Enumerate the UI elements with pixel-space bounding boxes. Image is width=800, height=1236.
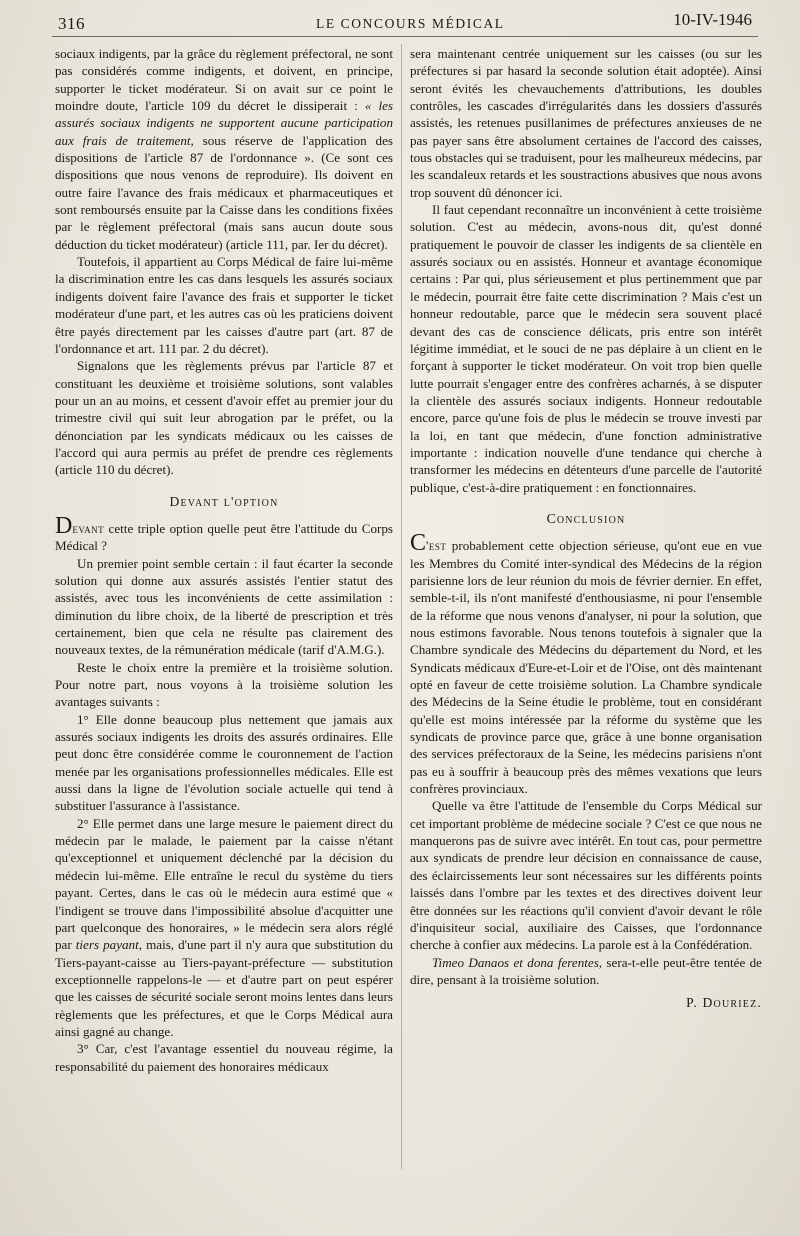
- issue-date: 10-IV-1946: [673, 10, 752, 29]
- paragraph: Quelle va être l'attitude de l'ensemble du Corps Médical sur cet important problème de médecine sociale ? C'est ce que nous ne manquerons pas de suivre avec intérêt. En tout cas, pour permettre aux syndicats de prendre leur décision en connaissance de cause, des éclaircissements leur sont nécessaires sur les différents points laissés dans l'ombre par les textes et des directives doivent leur être données sur les réactions qu'il convient d'avoir devant le rôle d'inquisiteur social, auxiliaire des Caisses, que l'ordonnance cherche à confier aux médecins. La parole est à la Confédération.: [410, 798, 762, 953]
- page-number: 316: [58, 14, 85, 33]
- paragraph: Toutefois, il appartient au Corps Médical de faire lui-même la discrimination entre les cas dans lesquels les assurés sociaux indigents doivent faire l'avance des frais et supporter le ticket modérateur d'une part, et les autres cas où les praticiens doivent être payés directement par les caisses d'autre part (art. 87 de l'ordonnance et art. 111 par. 2 du décret).: [55, 254, 393, 356]
- paragraph-dropcap: C'est probablement cette objection sérieuse, qu'ont eue en vue les Membres du Comité inter-syndical des Médecins de la région parisienne lors de leur réunion du mois de février dernier. En effet, semble-t-il, ils n'ont manifesté d'enthousiasme, ni pour l'ensemble de la réforme que nous venons d'analyser, ni pour la solution, que nous estimons favorable. Nous tenons toutefois à signaler que la Chambre syndicale des Médecins du département du Nord, et les Syndicats médicaux d'Eure-et-Loir et de l'Oise, ont dès maintenant opté en faveur de cette troisième solution. La Chambre syndicale des Médecins de la Seine étudie le problème, tout en considérant qu'elle est moins intéressée par la réforme du système que les syndicats de province parce que, grâce à une bonne organisation des services préfectoraux de la Seine, les médecins parisiens n'ont pas eu à souffrir à beaucoup près des mêmes vexations que leurs confrères provinciaux.: [410, 530, 762, 797]
- paragraph: Signalons que les règlements prévus par l'article 87 et constituant les deuxième et troisième solutions, sont valables pour un an au moins, et cessent d'avoir effet au premier jour du trimestre civil qui suit leur abrogation par le préfet, ou la dénonciation par les syndicats médicaux ou les caisses de l'accord qui aura permis au préfet de prendre ces règlements (article 110 du décret).: [55, 358, 393, 478]
- paragraph: Reste le choix entre la première et la troisième solution. Pour notre part, nous voyons à la troisième solution les avantages suivants :: [55, 659, 393, 710]
- paragraph-dropcap: Devant cette triple option quelle peut être l'attitude du Corps Médical ?: [55, 512, 393, 554]
- section-heading-conclusion: Conclusion: [546, 510, 626, 526]
- journal-title: LE CONCOURS MÉDICAL: [316, 16, 505, 31]
- paragraph: sera maintenant centrée uniquement sur les caisses (ou sur les préfectures si par hasard la seconde solution était adoptée). Ainsi seront évités les chevauchements d'attributions, les doubles contrôles, les cascades d'irrégularités dans les dossiers d'assurés assistés, les retenues pusillanimes de préfectures anxieuses de ne pas payer sans être absolument certaines de l'accord des caisses, tous obstacles qui se traduisent, pour les malheureux médecins, par les scandaleux retards et les soustractions abusives que nous avons trop souvent dû dénoncer ici.: [410, 46, 762, 200]
- author-signature: P. Douriez.: [686, 995, 762, 1011]
- paragraph: 3° Car, c'est l'avantage essentiel du nouveau régime, la responsabilité du paiement des honoraires médicaux: [55, 1041, 393, 1074]
- page-header: [0, 6, 800, 36]
- paragraph: Timeo Danaos et dona ferentes, sera-t-elle peut-être tentée de dire, pensant à la troisième solution.: [410, 954, 762, 987]
- paragraph: Il faut cependant reconnaître un inconvénient à cette troisième solution. C'est au médecin, avons-nous dit, qu'est donné pratiquement le pouvoir de classer les indigents de sa clientèle en assurés sociaux ou en assistés. Honneur et avantage économique certains : Par qui, plus sérieusement et plus pertinemment que par le médecin, pourrait être faite cette discrimination ? Mais c'est un honneur redoutable, parce que le médecin sera souvent placé devant des cas de conscience délicats, pris entre son intérêt légitime immédiat, et le souci de ne pas déplaire à un client en le forçant à supporter le ticket modérateur. On voit trop bien quelle lutte pourrait s'engager entre des confrères acharnés, à se disputer la clientèle des assurés sociaux indigents. Honneur redoutable encore, parce qu'une fois de plus le médecin se trouve investi par la loi, en tant que médecin, d'une fonction administrative importante : indication nouvelle d'une tendance qui cherche à transformer les médecins en détenteurs d'une parcelle de l'autorité publique, c'est-à-dire pratiquement : en fonctionnaires.: [410, 202, 762, 495]
- section-heading-option: Devant l'option: [169, 493, 279, 509]
- paragraph: sociaux indigents, par la grâce du règlement préfectoral, ne sont pas considérés comme indigents, et doivent, en principe, supporter le ticket modérateur. Si on avait sur ce point le moindre doute, l'article 109 du décret le dissiperait : « les assurés sociaux indigents ne supportent aucune participation aux frais de traitement, sous réserve de l'application des dispositions de l'article 87 de l'ordonnance ». (Ce sont ces dispositions que nous venons de reproduire). Ils doivent en outre faire l'avance des frais médicaux et pharmaceutiques et sont remboursés ensuite par la Caisse dans les conditions fixées par le règlement préfectoral (mais sans aucun doute sous déduction du ticket modérateur) (article 111, par. Ier du décret).: [55, 46, 393, 252]
- drop-cap: D: [55, 512, 73, 539]
- right-column: [410, 45, 762, 1012]
- column-divider: [401, 44, 402, 1169]
- header-rule: [52, 36, 758, 37]
- paragraph: 2° Elle permet dans une large mesure le paiement direct du médecin par le malade, le paiement par la caisse n'étant qu'exceptionnel et uniquement déclenché par la décision du médecin lui-même. Elle entraîne le recul du système du tiers payant. Certes, dans le cas où le médecin aura estimé que « l'indigent se trouve dans l'impossibilité absolue d'acquitter une part quelconque des honoraires, » le médecin sera alors réglé par tiers payant, mais, d'une part il n'y aura que substitution du Tiers-payant-caisse au Tiers-payant-préfecture — substitution exceptionnelle rappelons-le — et d'autre part on peut espérer que les caisses de sécurité sociale seront moins lentes dans leurs règlements que les préfectures, et que le Corps Médical aura ainsi gagné au change.: [55, 815, 393, 1039]
- paragraph: 1° Elle donne beaucoup plus nettement que jamais aux assurés sociaux indigents les droits des assurés ordinaires. Elle peut donc être considérée comme le couronnement de l'action menée par les organisations professionnelles médicales. Elle est aussi dans la ligne de l'évolution sociale actuelle qui tend à substituer l'assurance à l'assistance.: [55, 711, 393, 814]
- left-column: [55, 45, 393, 1075]
- paragraph: Un premier point semble certain : il faut écarter la seconde solution qui donne aux assurés assistés l'entier statut des assistés, avec tous les inconvénients de cette assimilation : diminution du libre choix, de la liberté de prescription et très certainement, bien que cela ne résulte pas clairement des nouveaux textes, de la rémunération médicale (tarif d'A.M.G.).: [55, 555, 393, 658]
- drop-cap: C: [410, 530, 427, 557]
